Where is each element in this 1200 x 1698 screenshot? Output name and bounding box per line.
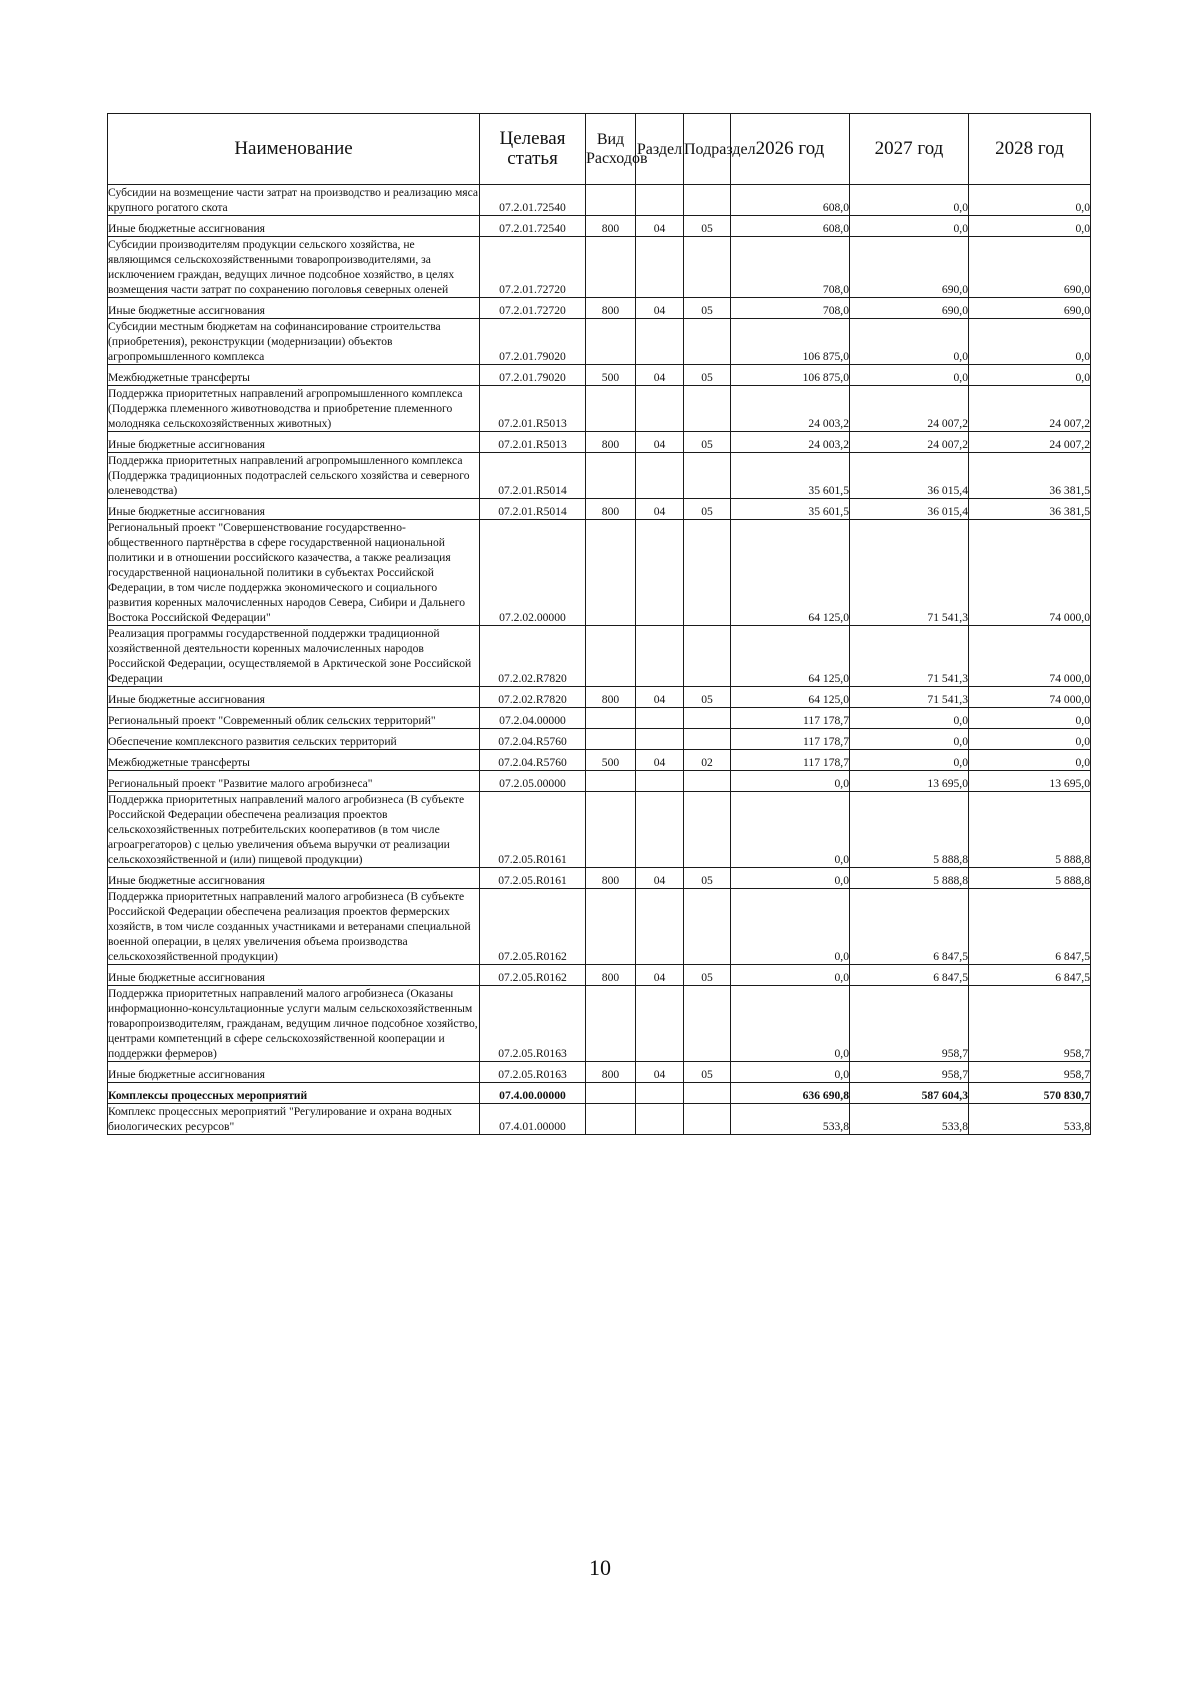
row-expense-type [586,319,636,365]
row-expense-type [586,237,636,298]
row-amount-2028: 690,0 [969,298,1091,319]
row-subsection [684,386,731,432]
row-name: Комплекс процессных мероприятий "Регулирование и охрана водных биологических ресурсов" [108,1104,480,1135]
row-target-article: 07.2.05.R0161 [480,868,586,889]
row-amount-2026: 64 125,0 [731,626,850,687]
row-subsection [684,319,731,365]
row-amount-2026: 64 125,0 [731,520,850,626]
row-amount-2026: 533,8 [731,1104,850,1135]
row-amount-2028: 24 007,2 [969,386,1091,432]
row-subsection [684,889,731,965]
table-row [108,432,1091,453]
row-name: Реализация программы государственной поддержки традиционной хозяйственной деятельности коренных малочисленных народов Российской Федерации, осуществляемой в Арктической зоне Российской Федерации [108,626,480,687]
row-section [636,185,684,216]
row-amount-2026: 0,0 [731,868,850,889]
row-amount-2028: 0,0 [969,729,1091,750]
row-expense-type: 800 [586,965,636,986]
row-section: 04 [636,687,684,708]
row-section: 04 [636,499,684,520]
row-expense-type: 800 [586,868,636,889]
row-amount-2028: 0,0 [969,365,1091,386]
row-subsection: 05 [684,687,731,708]
row-amount-2027: 0,0 [850,750,969,771]
table-row [108,499,1091,520]
row-amount-2026: 106 875,0 [731,365,850,386]
budget-table [107,113,1091,1135]
row-name: Межбюджетные трансферты [108,365,480,386]
header-year-2026: 2026 год [731,114,850,185]
row-amount-2028: 24 007,2 [969,432,1091,453]
row-target-article: 07.2.05.00000 [480,771,586,792]
row-amount-2027: 958,7 [850,1062,969,1083]
row-name: Иные бюджетные ассигнования [108,499,480,520]
table-row [108,792,1091,868]
row-subsection: 05 [684,965,731,986]
row-target-article: 07.4.00.00000 [480,1083,586,1104]
row-subsection [684,1083,731,1104]
row-expense-type [586,520,636,626]
row-amount-2027: 958,7 [850,986,969,1062]
row-amount-2026: 0,0 [731,965,850,986]
row-name: Иные бюджетные ассигнования [108,432,480,453]
row-amount-2027: 24 007,2 [850,432,969,453]
row-name: Иные бюджетные ассигнования [108,298,480,319]
row-target-article: 07.2.02.R7820 [480,687,586,708]
row-name: Субсидии производителям продукции сельского хозяйства, не являющимся сельскохозяйственными товаропроизводителями, за исключением граждан, ведущих личное подсобное хозяйство, в целях возмещения части затрат по сохранению поголовья северных оленей [108,237,480,298]
row-section [636,520,684,626]
row-section [636,889,684,965]
table-row [108,729,1091,750]
table-row [108,889,1091,965]
row-name: Иные бюджетные ассигнования [108,1062,480,1083]
row-expense-type: 800 [586,432,636,453]
row-subsection [684,185,731,216]
row-amount-2027: 5 888,8 [850,792,969,868]
row-amount-2027: 0,0 [850,365,969,386]
row-section [636,729,684,750]
row-section: 04 [636,365,684,386]
row-amount-2027: 690,0 [850,237,969,298]
row-subsection: 05 [684,1062,731,1083]
row-subsection: 05 [684,868,731,889]
row-amount-2027: 36 015,4 [850,499,969,520]
row-section: 04 [636,432,684,453]
table-row [108,708,1091,729]
row-amount-2026: 117 178,7 [731,750,850,771]
row-amount-2028: 0,0 [969,319,1091,365]
row-expense-type: 800 [586,1062,636,1083]
row-amount-2026: 708,0 [731,237,850,298]
row-amount-2026: 0,0 [731,986,850,1062]
table-row [108,1062,1091,1083]
row-amount-2028: 958,7 [969,1062,1091,1083]
table-row [108,453,1091,499]
row-amount-2026: 35 601,5 [731,499,850,520]
row-expense-type [586,889,636,965]
row-amount-2028: 0,0 [969,216,1091,237]
page-number: 10 [589,1555,611,1580]
row-target-article: 07.2.05.R0162 [480,965,586,986]
row-expense-type: 800 [586,298,636,319]
row-amount-2027: 6 847,5 [850,965,969,986]
row-amount-2026: 0,0 [731,1062,850,1083]
row-amount-2028: 0,0 [969,750,1091,771]
row-expense-type: 500 [586,750,636,771]
row-subsection: 02 [684,750,731,771]
header-row [108,114,1091,185]
row-amount-2027: 71 541,3 [850,520,969,626]
row-expense-type [586,1104,636,1135]
row-amount-2028: 36 381,5 [969,499,1091,520]
row-subsection [684,708,731,729]
table-body [108,185,1091,1135]
row-expense-type [586,986,636,1062]
row-name: Поддержка приоритетных направлений малого агробизнеса (В субъекте Российской Федерации обеспечена реализация проектов сельскохозяйственных потребительских кооперативов (в том числе агроагрегаторов) с целью увеличения объема выручки от реализации сельскохозяйственной и (или) пищевой продукции) [108,792,480,868]
table-row [108,386,1091,432]
row-amount-2027: 587 604,3 [850,1083,969,1104]
row-amount-2026: 35 601,5 [731,453,850,499]
row-section: 04 [636,868,684,889]
row-section [636,1083,684,1104]
table-row [108,986,1091,1062]
row-amount-2027: 0,0 [850,708,969,729]
row-amount-2028: 74 000,0 [969,687,1091,708]
row-subsection [684,1104,731,1135]
row-section [636,1104,684,1135]
row-subsection: 05 [684,216,731,237]
row-section: 04 [636,298,684,319]
row-target-article: 07.2.01.72720 [480,237,586,298]
table-row [108,185,1091,216]
row-amount-2026: 24 003,2 [731,386,850,432]
row-name: Иные бюджетные ассигнования [108,965,480,986]
row-expense-type [586,626,636,687]
row-section [636,771,684,792]
row-expense-type: 800 [586,687,636,708]
row-amount-2028: 533,8 [969,1104,1091,1135]
row-amount-2028: 74 000,0 [969,520,1091,626]
table-row [108,216,1091,237]
row-amount-2026: 608,0 [731,216,850,237]
header-expense-type: Вид Расходов [586,114,636,185]
table-row [108,626,1091,687]
row-target-article: 07.2.01.R5014 [480,499,586,520]
table-row [108,868,1091,889]
row-target-article: 07.2.01.72540 [480,185,586,216]
row-subsection: 05 [684,499,731,520]
row-subsection: 05 [684,365,731,386]
row-target-article: 07.2.01.79020 [480,365,586,386]
table-row [108,1104,1091,1135]
row-name: Комплексы процессных мероприятий [108,1083,480,1104]
row-target-article: 07.2.01.R5013 [480,432,586,453]
row-section [636,792,684,868]
row-amount-2026: 608,0 [731,185,850,216]
row-target-article: 07.2.02.R7820 [480,626,586,687]
row-amount-2027: 5 888,8 [850,868,969,889]
row-expense-type [586,1083,636,1104]
row-amount-2026: 106 875,0 [731,319,850,365]
row-amount-2026: 0,0 [731,771,850,792]
row-amount-2028: 13 695,0 [969,771,1091,792]
header-year-2028: 2028 год [969,114,1091,185]
table-row [108,965,1091,986]
row-amount-2027: 0,0 [850,216,969,237]
row-expense-type [586,185,636,216]
row-section: 04 [636,216,684,237]
row-subsection [684,792,731,868]
row-amount-2028: 0,0 [969,185,1091,216]
row-target-article: 07.2.05.R0163 [480,986,586,1062]
row-amount-2027: 0,0 [850,185,969,216]
row-amount-2028: 690,0 [969,237,1091,298]
row-amount-2027: 690,0 [850,298,969,319]
row-amount-2028: 0,0 [969,708,1091,729]
table-row [108,365,1091,386]
row-name: Обеспечение комплексного развития сельских территорий [108,729,480,750]
row-amount-2028: 74 000,0 [969,626,1091,687]
row-target-article: 07.2.04.R5760 [480,729,586,750]
row-amount-2027: 0,0 [850,319,969,365]
row-subsection [684,986,731,1062]
table-row [108,520,1091,626]
header-section: Раздел [636,114,684,185]
row-amount-2028: 5 888,8 [969,792,1091,868]
row-expense-type [586,708,636,729]
row-expense-type: 500 [586,365,636,386]
table-row [108,1083,1091,1104]
row-expense-type [586,729,636,750]
row-target-article: 07.2.05.R0161 [480,792,586,868]
row-name: Субсидии на возмещение части затрат на производство и реализацию мяса крупного рогатого скота [108,186,479,214]
row-subsection [684,520,731,626]
row-section [636,386,684,432]
row-section [636,708,684,729]
row-target-article: 07.2.05.R0163 [480,1062,586,1083]
row-target-article: 07.2.04.R5760 [480,750,586,771]
row-subsection [684,771,731,792]
row-amount-2028: 6 847,5 [969,889,1091,965]
row-name: Межбюджетные трансферты [108,750,480,771]
row-name: Региональный проект "Развитие малого агробизнеса" [108,771,480,792]
row-subsection: 05 [684,298,731,319]
row-target-article: 07.2.01.72720 [480,298,586,319]
row-amount-2026: 636 690,8 [731,1083,850,1104]
row-amount-2028: 570 830,7 [969,1083,1091,1104]
row-subsection [684,729,731,750]
table-row [108,298,1091,319]
row-target-article: 07.2.04.00000 [480,708,586,729]
row-subsection [684,626,731,687]
row-target-article: 07.4.01.00000 [480,1104,586,1135]
row-target-article: 07.2.02.00000 [480,520,586,626]
row-section [636,986,684,1062]
row-amount-2027: 533,8 [850,1104,969,1135]
table-row [108,687,1091,708]
row-amount-2027: 24 007,2 [850,386,969,432]
row-section [636,626,684,687]
row-expense-type: 800 [586,216,636,237]
row-expense-type [586,386,636,432]
row-amount-2028: 36 381,5 [969,453,1091,499]
row-amount-2026: 708,0 [731,298,850,319]
row-name: Иные бюджетные ассигнования [108,687,480,708]
row-section [636,453,684,499]
row-amount-2026: 0,0 [731,792,850,868]
table-row [108,237,1091,298]
row-amount-2026: 24 003,2 [731,432,850,453]
row-expense-type [586,792,636,868]
table-row [108,750,1091,771]
header-name: Наименование [108,114,480,185]
row-expense-type [586,453,636,499]
row-section: 04 [636,1062,684,1083]
row-amount-2026: 117 178,7 [731,729,850,750]
row-name: Субсидии местным бюджетам на софинансирование строительства (приобретения), реконструкции (модернизации) объектов агропромышленного комплекса [108,319,480,365]
row-amount-2027: 13 695,0 [850,771,969,792]
row-expense-type: 800 [586,499,636,520]
header-year-2027: 2027 год [850,114,969,185]
row-amount-2028: 5 888,8 [969,868,1091,889]
row-target-article: 07.2.01.R5013 [480,386,586,432]
row-expense-type [586,771,636,792]
row-target-article: 07.2.01.72540 [480,216,586,237]
row-amount-2026: 117 178,7 [731,708,850,729]
row-name: Поддержка приоритетных направлений малого агробизнеса (В субъекте Российской Федерации обеспечена реализация проектов фермерских хозяйств, в том числе созданных участниками и ветеранами специальной военной операции, в целях увеличения объема производства сельскохозяйственной продукции) [108,889,480,965]
row-name: Поддержка приоритетных направлений агропромышленного комплекса (Поддержка традиционных подотраслей сельского хозяйства и северного оленеводства) [108,453,480,499]
table-row [108,771,1091,792]
row-section: 04 [636,750,684,771]
row-target-article: 07.2.01.R5014 [480,453,586,499]
header-target-article: Целевая статья [480,114,586,185]
row-amount-2027: 71 541,3 [850,687,969,708]
row-amount-2027: 0,0 [850,729,969,750]
row-name: Иные бюджетные ассигнования [108,868,480,889]
row-amount-2028: 6 847,5 [969,965,1091,986]
header-subsection: Подраздел [684,114,731,185]
row-section: 04 [636,965,684,986]
row-amount-2027: 6 847,5 [850,889,969,965]
row-name: Региональный проект "Совершенствование государственно-общественного партнёрства в сфере государственной национальной политики и в отношении российского казачества, а также реализация государственной национальной политики в субъектах Российской Федерации, в том числе поддержка экономического и социального развития коренных малочисленных народов Севера, Сибири и Дальнего Востока Российской Федерации" [108,520,480,626]
row-target-article: 07.2.01.79020 [480,319,586,365]
row-name: Поддержка приоритетных направлений агропромышленного комплекса (Поддержка племенного животноводства и приобретение племенного молодняка сельскохозяйственных животных) [108,386,480,432]
row-target-article: 07.2.05.R0162 [480,889,586,965]
row-subsection [684,237,731,298]
row-name: Иные бюджетные ассигнования [108,216,480,237]
row-name: Поддержка приоритетных направлений малого агробизнеса (Оказаны информационно-консультационные услуги малым сельскохозяйственным товаропроизводителям, гражданам, ведущим личное подсобное хозяйство, центрами компетенций в сфере сельскохозяйственной кооперации и поддержки фермеров) [108,987,478,1060]
row-amount-2026: 64 125,0 [731,687,850,708]
row-amount-2027: 71 541,3 [850,626,969,687]
row-subsection: 05 [684,432,731,453]
row-amount-2027: 36 015,4 [850,453,969,499]
row-section [636,319,684,365]
row-name: Региональный проект "Современный облик сельских территорий" [108,708,480,729]
row-section [636,237,684,298]
row-amount-2028: 958,7 [969,986,1091,1062]
row-subsection [684,453,731,499]
row-amount-2026: 0,0 [731,889,850,965]
table-row [108,319,1091,365]
